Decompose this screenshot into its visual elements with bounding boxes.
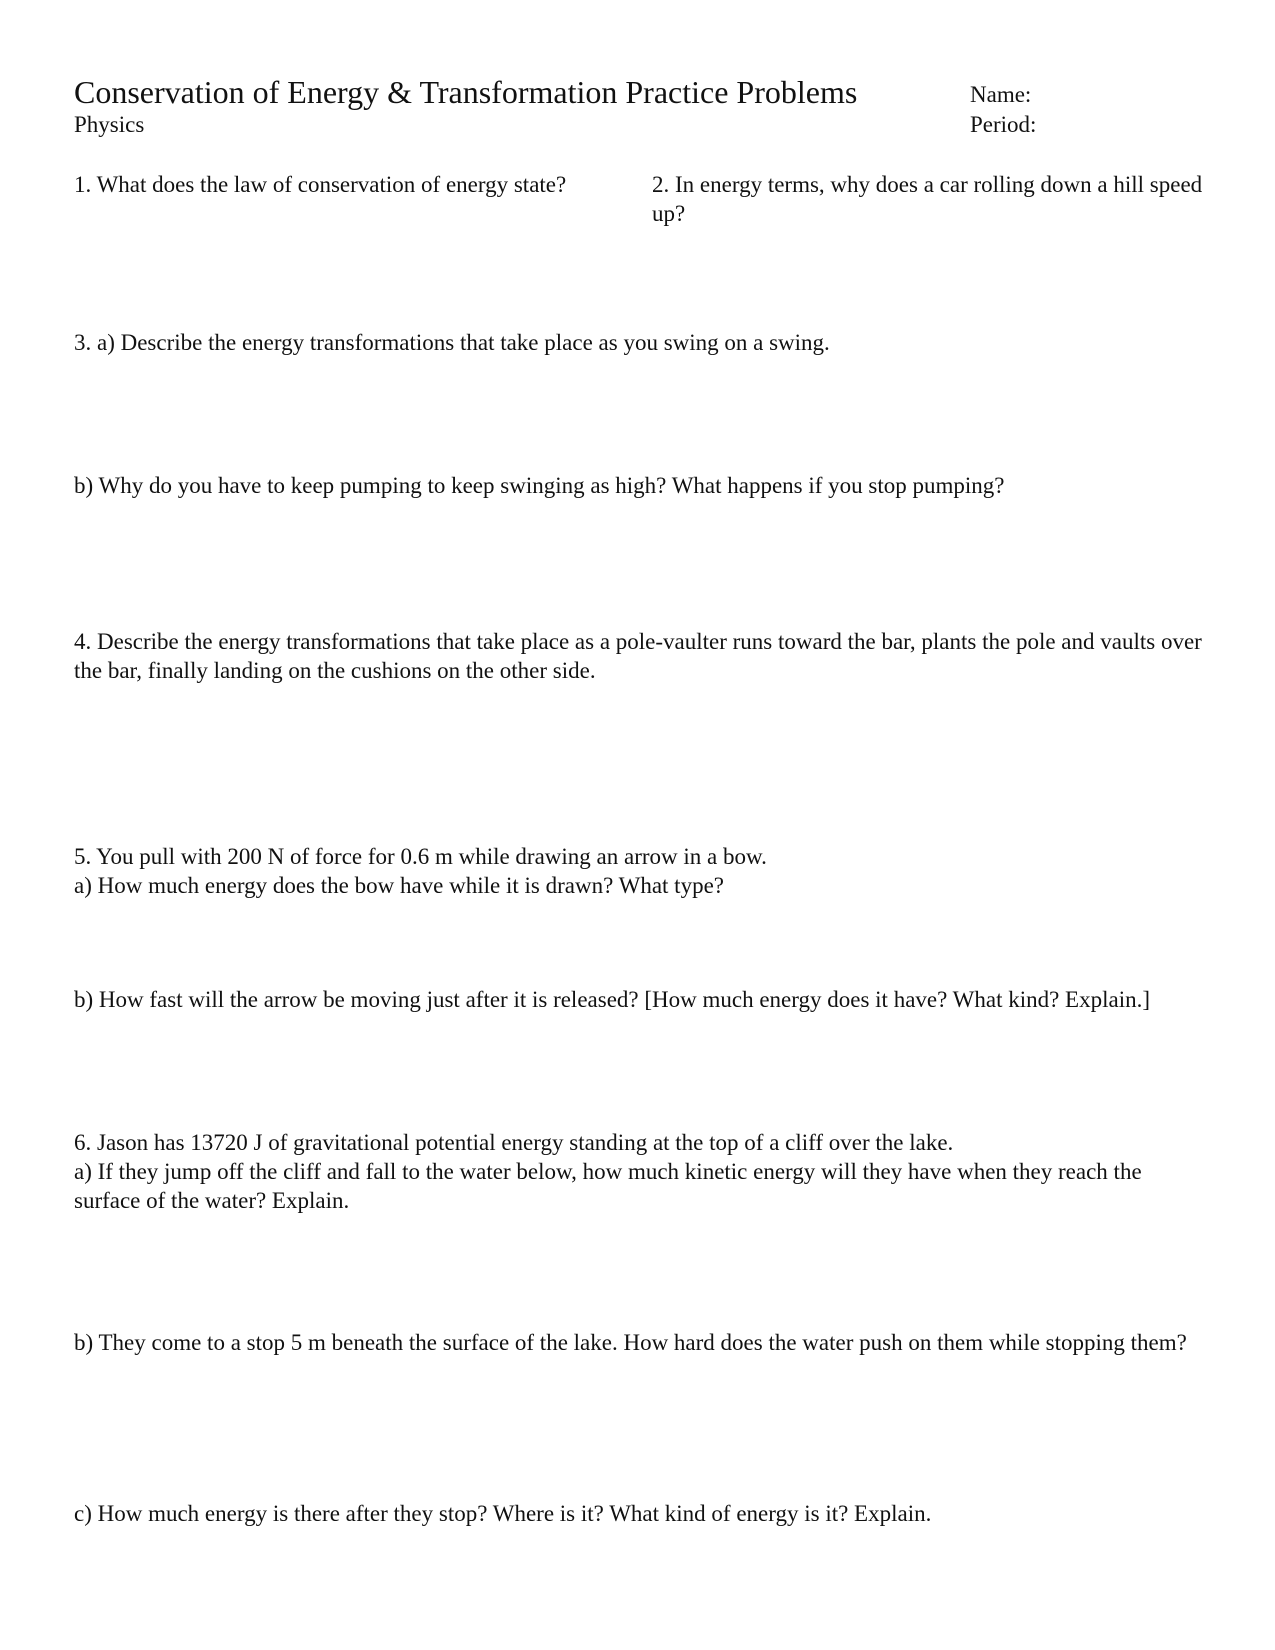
question-5: 5. You pull with 200 N of force for 0.6 m while drawing an arrow in a bow. xyxy=(74,844,767,869)
question-4: 4. Describe the energy transformations that take place as a pole-vaulter runs toward the bar, plants the pole and vaults over the bar, finally landing on the cushions on the other side. xyxy=(74,629,1202,683)
question-6b: b) They come to a stop 5 m beneath the surface of the lake. How hard does the water push on them while stopping them? xyxy=(74,1330,1187,1355)
question-3b: b) Why do you have to keep pumping to keep swinging as high? What happens if you stop pumping? xyxy=(74,473,1005,498)
question-6: 6. Jason has 13720 J of gravitational potential energy standing at the top of a cliff over the lake. xyxy=(74,1130,954,1155)
question-5a: a) How much energy does the bow have while it is drawn? What type? xyxy=(74,873,724,898)
question-5b: b) How fast will the arrow be moving just after it is released? [How much energy does it have? What kind? Explain.] xyxy=(74,987,1151,1012)
subject-label: Physics xyxy=(74,112,145,137)
question-2: 2. In energy terms, why does a car rolling down a hill speed up? xyxy=(652,172,1203,226)
name-field-label: Name: xyxy=(970,82,1032,107)
question-6c: c) How much energy is there after they stop? Where is it? What kind of energy is it? Explain. xyxy=(74,1501,932,1526)
question-6a: a) If they jump off the cliff and fall to the water below, how much kinetic energy will they have when they reach the surface of the water? Explain. xyxy=(74,1159,1142,1213)
page-title: Conservation of Energy & Transformation Practice Problems xyxy=(74,74,858,110)
question-3a: 3. a) Describe the energy transformations that take place as you swing on a swing. xyxy=(74,330,830,355)
period-field-label: Period: xyxy=(970,112,1037,137)
question-1: 1. What does the law of conservation of energy state? xyxy=(74,172,567,197)
